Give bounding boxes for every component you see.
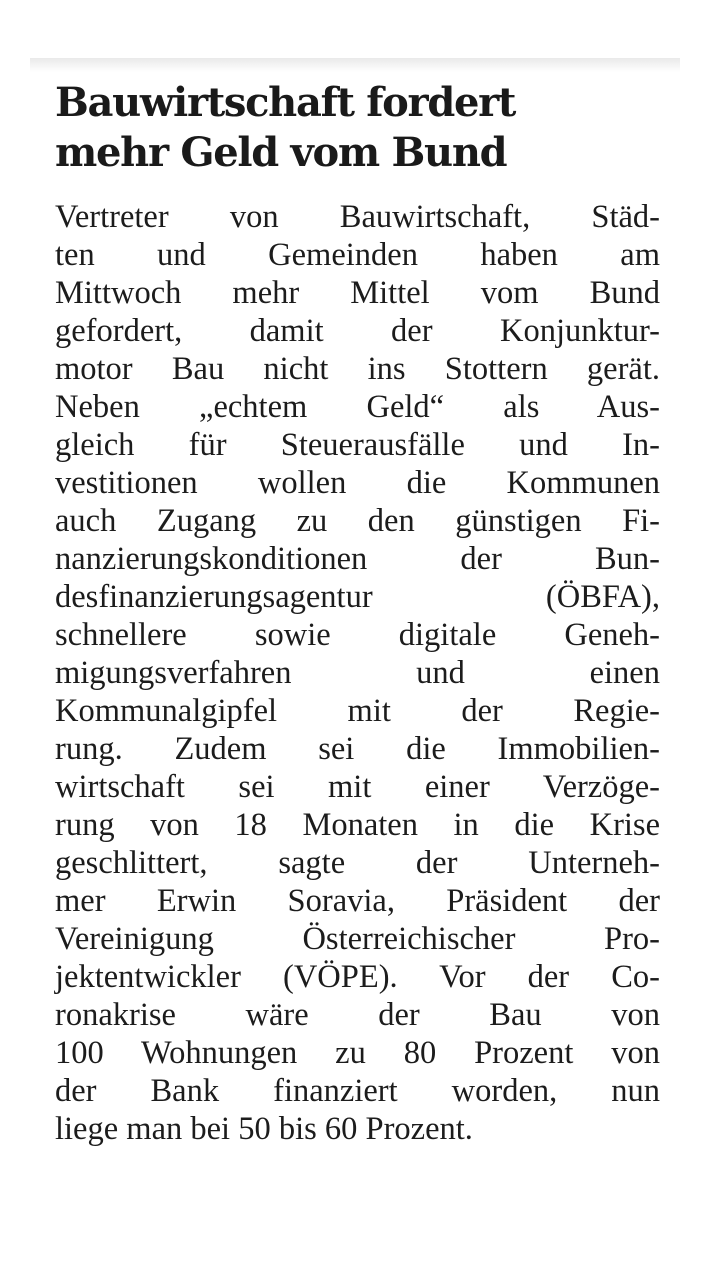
body-line: vestitionen wollen die Kommunen [55, 465, 660, 501]
article-headline [55, 78, 660, 178]
body-line: desfinanzierungsagentur (ÖBFA), [55, 579, 660, 615]
body-line: rung von 18 Monaten in die Krise [55, 807, 660, 843]
page-top-shadow [30, 58, 680, 72]
body-line: liege man bei 50 bis 60 Prozent. [55, 1111, 473, 1147]
body-line: mer Erwin Soravia, Präsident der [55, 883, 660, 919]
body-line: Mittwoch mehr Mittel vom Bund [55, 275, 660, 311]
body-line: der Bank finanziert worden, nun [55, 1073, 660, 1109]
body-line: ten und Gemeinden haben am [55, 237, 660, 273]
body-line: rung. Zudem sei die Immobilien- [55, 731, 660, 767]
body-line: schnellere sowie digitale Geneh- [55, 617, 660, 653]
article-body [55, 198, 660, 1148]
body-line: jektentwickler (VÖPE). Vor der Co- [55, 959, 660, 995]
headline-line: Bauwirtschaft fordert [55, 79, 516, 126]
body-line: gleich für Steuerausfälle und In- [55, 427, 660, 463]
body-line: wirtschaft sei mit einer Verzöge- [55, 769, 660, 805]
body-line: Vertreter von Bauwirtschaft, Städ- [55, 199, 660, 235]
body-line: Neben „echtem Geld“ als Aus- [55, 389, 660, 425]
body-line: motor Bau nicht ins Stottern gerät. [55, 351, 660, 387]
news-article [55, 78, 660, 1148]
body-line: migungsverfahren und einen [55, 655, 660, 691]
body-line: ronakrise wäre der Bau von [55, 997, 660, 1033]
body-line: auch Zugang zu den günstigen Fi- [55, 503, 660, 539]
body-line: gefordert, damit der Konjunktur- [55, 313, 660, 349]
body-line: Kommunalgipfel mit der Regie- [55, 693, 660, 729]
body-line: geschlittert, sagte der Unterneh- [55, 845, 660, 881]
body-line: 100 Wohnungen zu 80 Prozent von [55, 1035, 660, 1071]
headline-line: mehr Geld vom Bund [55, 129, 507, 176]
body-line: nanzierungskonditionen der Bun- [55, 541, 660, 577]
body-line: Vereinigung Österreichischer Pro- [55, 921, 660, 957]
